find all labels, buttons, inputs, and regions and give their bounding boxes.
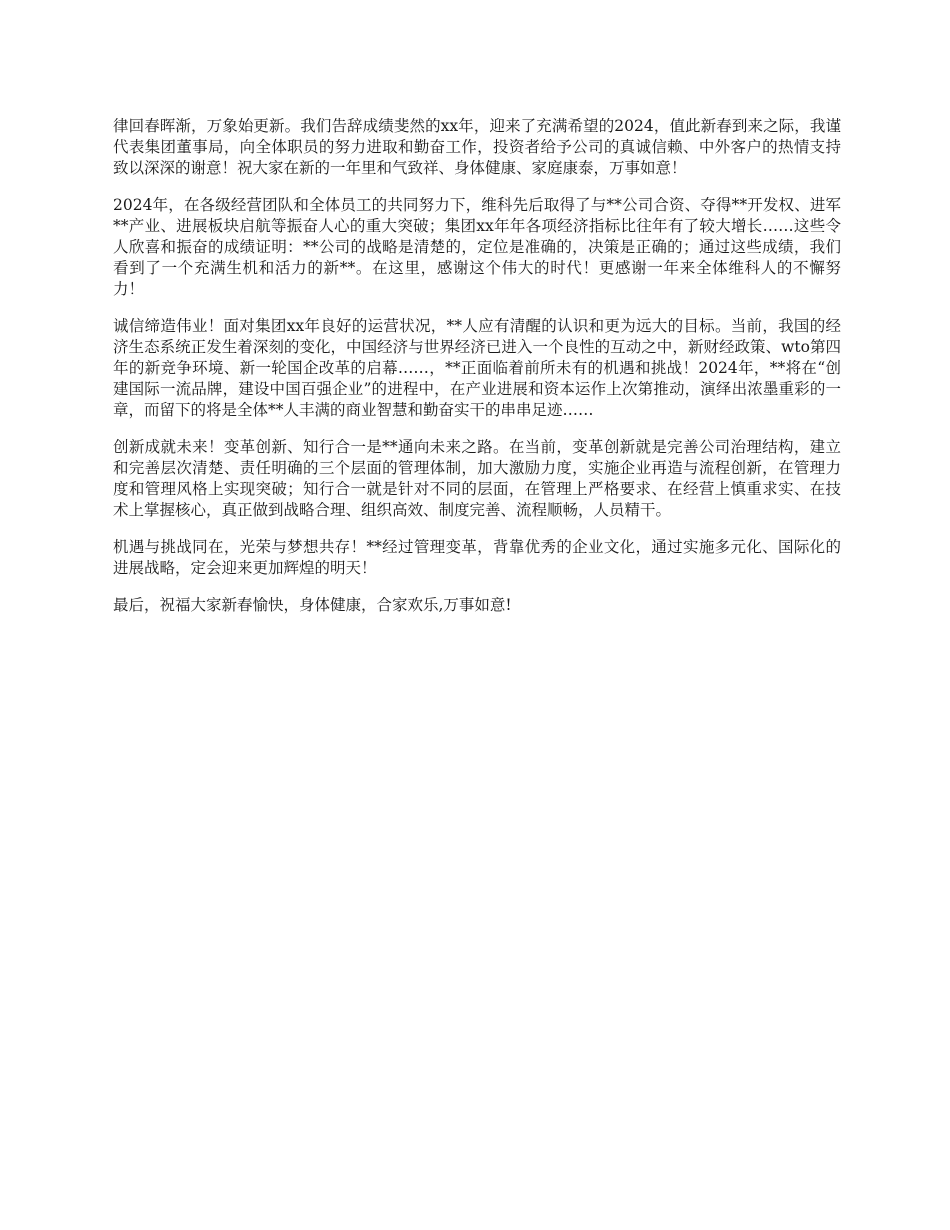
document-body [113,116,841,632]
paragraph-integrity: 诚信缔造伟业！面对集团xx年良好的运营状况，**人应有清醒的认识和更为远大的目标。当前，我国的经济生态系统正发生着深刻的变化，中国经济与世界经济已进入一个良性的互动之中，新财经政策、wto第四年的新竞争环境、新一轮国企改革的启幕……，**正面临着前所未有的机遇和挑战！2024年，**将在“创建国际一流品牌，建设中国百强企业”的进程中，在产业进展和资本运作上次第推动，演绎出浓墨重彩的一章，而留下的将是全体**人丰满的商业智慧和勤奋实干的串串足迹…… [113,317,841,419]
paragraph-innovation: 创新成就未来！变革创新、知行合一是**通向未来之路。在当前，变革创新就是完善公司治理结构，建立和完善层次清楚、责任明确的三个层面的管理体制，加大激励力度，实施企业再造与流程创新，在管理力度和管理风格上实现突破；知行合一就是针对不同的层面，在管理上严格要求、在经营上慎重求实、在技术上掌握核心，真正做到战略合理、组织高效、制度完善、流程顺畅，人员精干。 [113,438,841,519]
paragraph-greeting: 律回春晖渐，万象始更新。我们告辞成绩斐然的xx年，迎来了充满希望的2024，值此新春到来之际，我谨代表集团董事局，向全体职员的努力进取和勤奋工作，投资者给予公司的真诚信赖、中外客户的热情支持致以深深的谢意！祝大家在新的一年里和气致祥、身体健康、家庭康泰，万事如意！ [113,117,841,177]
paragraph-opportunity: 机遇与挑战同在，光荣与梦想共存！**经过管理变革，背靠优秀的企业文化，通过实施多元化、国际化的进展战略，定会迎来更加辉煌的明天！ [113,538,841,577]
paragraph-achievements: 2024年，在各级经营团队和全体员工的共同努力下，维科先后取得了与**公司合资、夺得**开发权、进军**产业、进展板块启航等振奋人心的重大突破；集团xx年年各项经济指标比往年有了较大增长……这些令人欣喜和振奋的成绩证明：**公司的战略是清楚的，定位是准确的，决策是正确的；通过这些成绩，我们看到了一个充满生机和活力的新**。在这里，感谢这个伟大的时代！更感谢一年来全体维科人的不懈努力！ [113,196,841,298]
paragraph-closing: 最后，祝福大家新春愉快，身体健康，合家欢乐,万事如意! [113,596,512,614]
